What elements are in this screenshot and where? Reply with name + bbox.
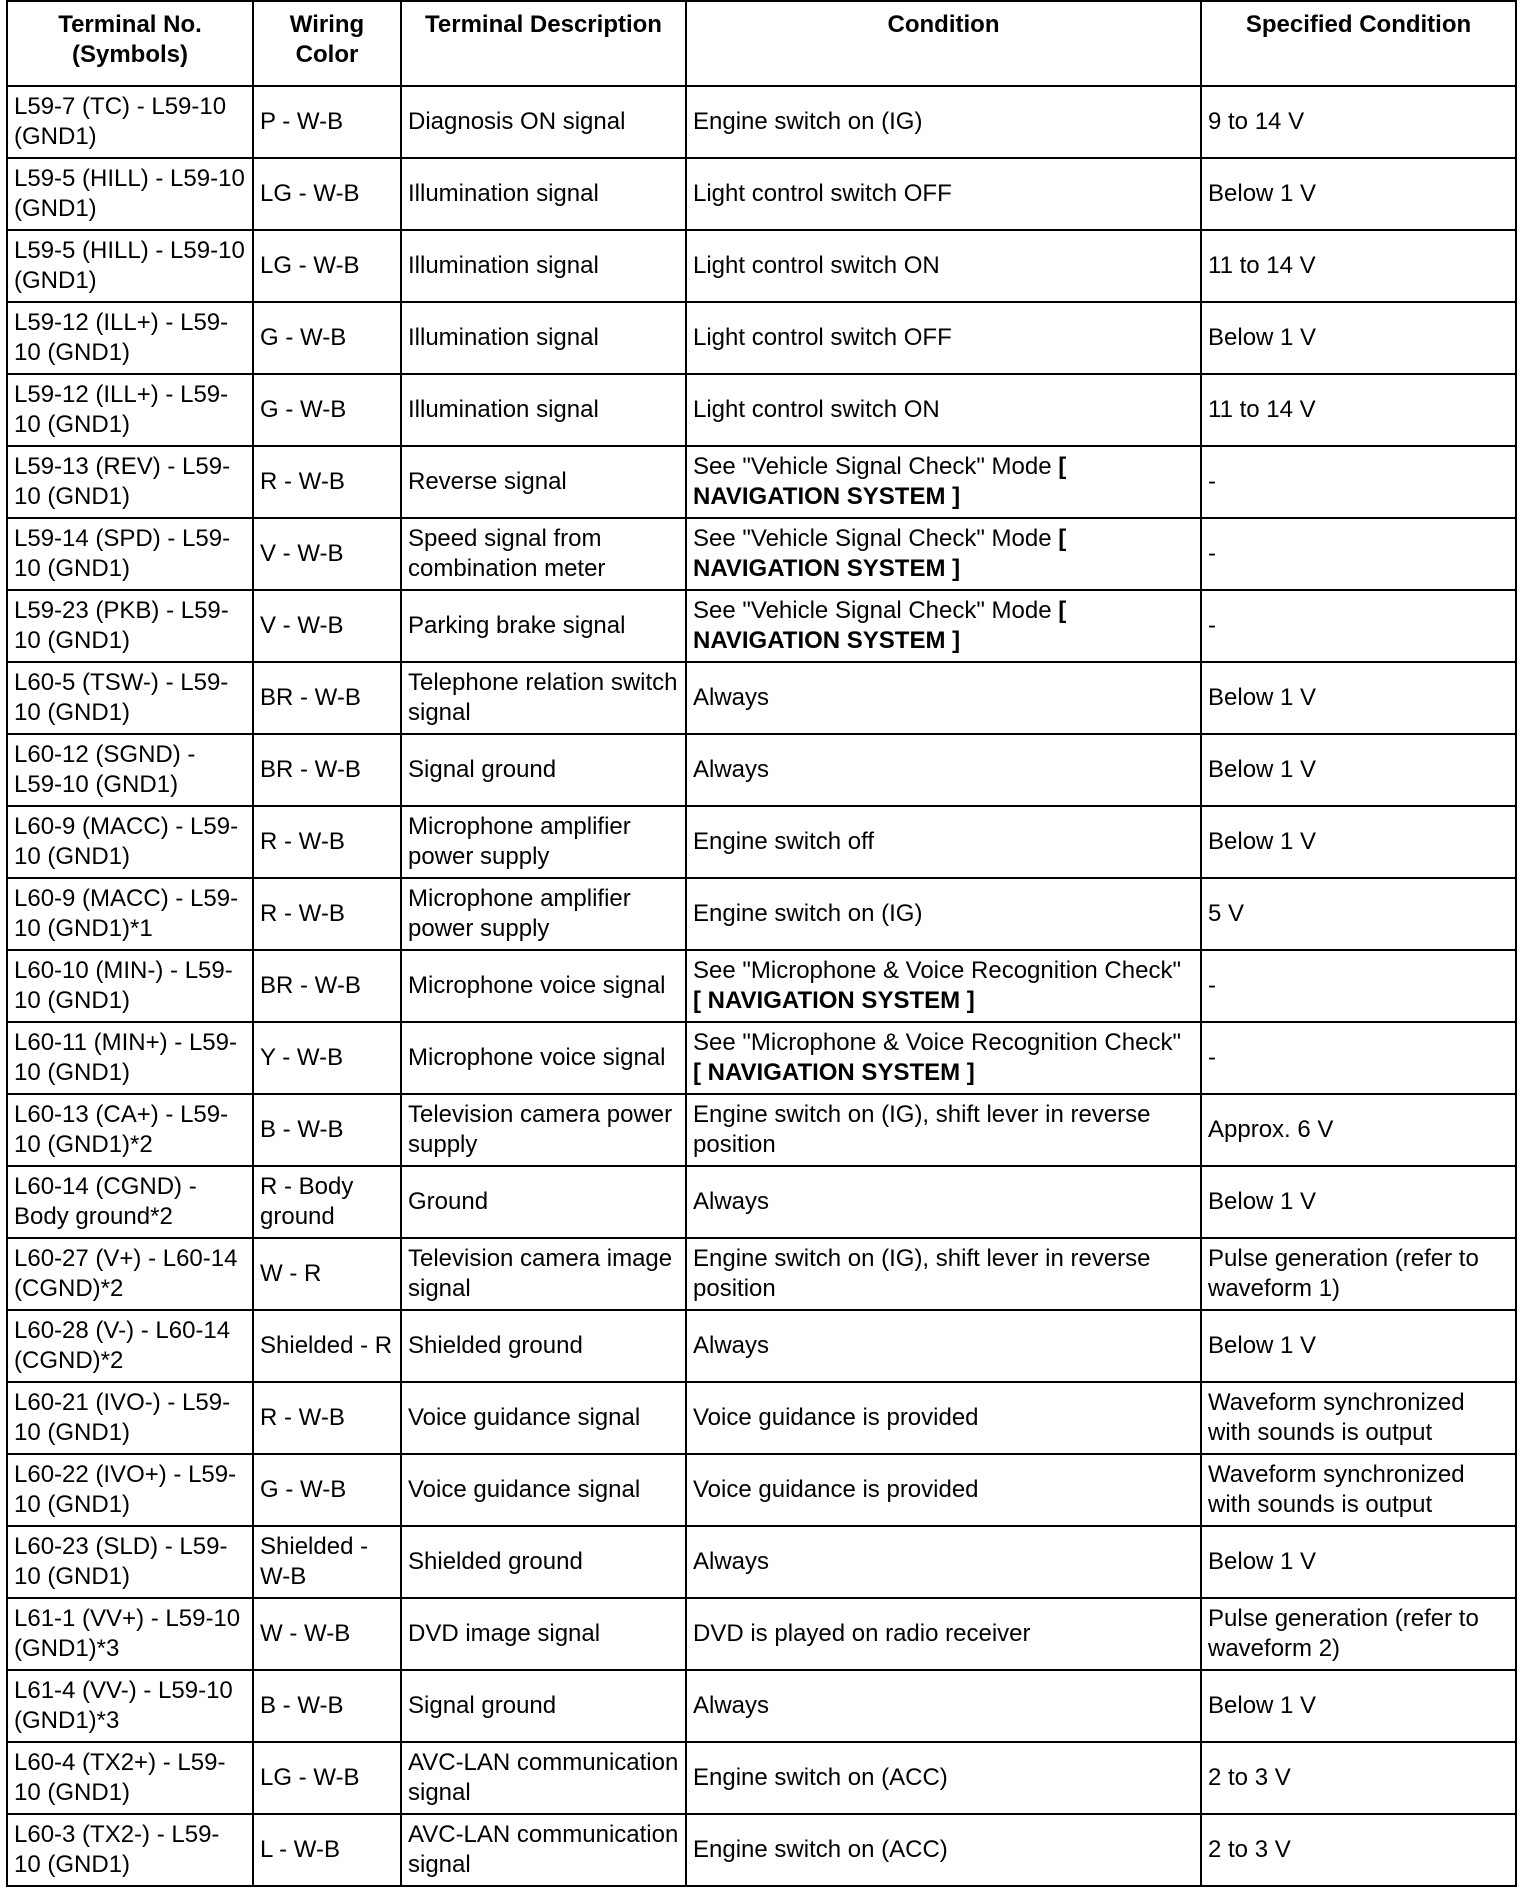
condition-cell <box>686 1094 1201 1166</box>
description-cell: DVD image signal <box>401 1598 686 1670</box>
wiring-cell: P - W-B <box>253 86 401 158</box>
condition-cell <box>686 302 1201 374</box>
specified-cell: Pulse generation (refer to waveform 2) <box>1201 1598 1516 1670</box>
wiring-cell: R - Body ground <box>253 1166 401 1238</box>
navigation-system-link[interactable]: [ NAVIGATION SYSTEM ] <box>693 1059 975 1086</box>
specified-cell: Below 1 V <box>1201 302 1516 374</box>
description-cell: Voice guidance signal <box>401 1382 686 1454</box>
table-row <box>7 1166 1516 1238</box>
header-condition: Condition <box>686 1 1201 86</box>
condition-text: Always <box>693 1692 770 1719</box>
wiring-cell: B - W-B <box>253 1094 401 1166</box>
condition-cell <box>686 374 1201 446</box>
table-header <box>7 1 1516 86</box>
terminal-cell: L59-13 (REV) - L59-10 (GND1) <box>7 446 253 518</box>
wiring-cell: R - W-B <box>253 806 401 878</box>
header-terminal: Terminal No. (Symbols) <box>7 1 253 86</box>
table-row <box>7 1238 1516 1310</box>
condition-text: Engine switch on (IG) <box>693 108 923 135</box>
condition-text: Always <box>693 1332 770 1359</box>
condition-text: Light control switch ON <box>693 252 940 279</box>
description-cell: AVC-LAN communication signal <box>401 1814 686 1886</box>
description-cell: AVC-LAN communication signal <box>401 1742 686 1814</box>
table-row <box>7 734 1516 806</box>
navigation-system-link[interactable]: [ NAVIGATION SYSTEM ] <box>693 987 975 1014</box>
condition-cell <box>686 1454 1201 1526</box>
specified-cell: Below 1 V <box>1201 158 1516 230</box>
table-row <box>7 1382 1516 1454</box>
terminal-cell: L60-14 (CGND) - Body ground*2 <box>7 1166 253 1238</box>
terminal-cell: L59-7 (TC) - L59-10 (GND1) <box>7 86 253 158</box>
specified-cell: 2 to 3 V <box>1201 1814 1516 1886</box>
terminal-cell: L59-23 (PKB) - L59-10 (GND1) <box>7 590 253 662</box>
table-row <box>7 590 1516 662</box>
condition-cell <box>686 590 1201 662</box>
wiring-cell: BR - W-B <box>253 950 401 1022</box>
table-row <box>7 158 1516 230</box>
wiring-cell: B - W-B <box>253 1670 401 1742</box>
wiring-cell: R - W-B <box>253 446 401 518</box>
navigation-system-link[interactable]: [ NAVIGATION SYSTEM ] <box>693 525 1067 582</box>
terminal-cell: L60-10 (MIN-) - L59-10 (GND1) <box>7 950 253 1022</box>
table-row <box>7 1094 1516 1166</box>
table-row <box>7 1598 1516 1670</box>
description-cell: Reverse signal <box>401 446 686 518</box>
condition-text: See "Vehicle Signal Check" Mode <box>693 597 1059 624</box>
description-cell: Telephone relation switch signal <box>401 662 686 734</box>
condition-text: See "Microphone & Voice Recognition Check" <box>693 1029 1181 1056</box>
specified-cell: Below 1 V <box>1201 734 1516 806</box>
specified-cell: - <box>1201 950 1516 1022</box>
specified-cell: - <box>1201 518 1516 590</box>
condition-text: Voice guidance is provided <box>693 1476 979 1503</box>
header-specified: Specified Condition <box>1201 1 1516 86</box>
wiring-cell: G - W-B <box>253 374 401 446</box>
specified-cell: 11 to 14 V <box>1201 230 1516 302</box>
terminal-cell: L60-22 (IVO+) - L59-10 (GND1) <box>7 1454 253 1526</box>
specified-cell: Pulse generation (refer to waveform 1) <box>1201 1238 1516 1310</box>
description-cell: Microphone amplifier power supply <box>401 878 686 950</box>
wiring-cell: V - W-B <box>253 590 401 662</box>
description-cell: Signal ground <box>401 734 686 806</box>
condition-cell <box>686 158 1201 230</box>
condition-cell <box>686 230 1201 302</box>
terminal-cell: L60-12 (SGND) - L59-10 (GND1) <box>7 734 253 806</box>
table-row <box>7 446 1516 518</box>
table-row <box>7 302 1516 374</box>
terminal-cell: L60-23 (SLD) - L59-10 (GND1) <box>7 1526 253 1598</box>
terminal-cell: L59-12 (ILL+) - L59-10 (GND1) <box>7 374 253 446</box>
terminal-cell: L60-9 (MACC) - L59-10 (GND1) <box>7 806 253 878</box>
wiring-cell: V - W-B <box>253 518 401 590</box>
wiring-cell: LG - W-B <box>253 230 401 302</box>
table-row <box>7 230 1516 302</box>
description-cell: Illumination signal <box>401 302 686 374</box>
condition-cell <box>686 1742 1201 1814</box>
terminal-table-container <box>6 0 1515 1887</box>
specified-cell: Below 1 V <box>1201 1310 1516 1382</box>
header-wiring: Wiring Color <box>253 1 401 86</box>
condition-cell <box>686 86 1201 158</box>
wiring-cell: R - W-B <box>253 1382 401 1454</box>
condition-text: Engine switch on (IG), shift lever in reverse position <box>693 1101 1151 1158</box>
wiring-cell: BR - W-B <box>253 662 401 734</box>
condition-text: Voice guidance is provided <box>693 1404 979 1431</box>
condition-text: DVD is played on radio receiver <box>693 1620 1031 1647</box>
terminal-cell: L60-3 (TX2-) - L59-10 (GND1) <box>7 1814 253 1886</box>
condition-text: Light control switch OFF <box>693 180 952 207</box>
description-cell: Illumination signal <box>401 230 686 302</box>
terminal-cell: L60-9 (MACC) - L59-10 (GND1)*1 <box>7 878 253 950</box>
wiring-cell: Shielded - W-B <box>253 1526 401 1598</box>
specified-cell: - <box>1201 590 1516 662</box>
specified-cell: 9 to 14 V <box>1201 86 1516 158</box>
condition-text: Engine switch on (ACC) <box>693 1836 948 1863</box>
condition-cell <box>686 1598 1201 1670</box>
terminal-cell: L61-1 (VV+) - L59-10 (GND1)*3 <box>7 1598 253 1670</box>
terminal-cell: L59-5 (HILL) - L59-10 (GND1) <box>7 230 253 302</box>
condition-cell <box>686 446 1201 518</box>
table-row <box>7 1454 1516 1526</box>
specified-cell: Below 1 V <box>1201 662 1516 734</box>
condition-cell <box>686 1238 1201 1310</box>
wiring-cell: LG - W-B <box>253 1742 401 1814</box>
terminal-cell: L60-27 (V+) - L60-14 (CGND)*2 <box>7 1238 253 1310</box>
table-row <box>7 86 1516 158</box>
condition-text: Engine switch off <box>693 828 874 855</box>
condition-cell <box>686 1382 1201 1454</box>
table-row <box>7 1742 1516 1814</box>
wiring-cell: G - W-B <box>253 302 401 374</box>
condition-cell <box>686 734 1201 806</box>
terminal-cell: L59-5 (HILL) - L59-10 (GND1) <box>7 158 253 230</box>
condition-text: Engine switch on (IG), shift lever in reverse position <box>693 1245 1151 1302</box>
terminal-cell: L60-28 (V-) - L60-14 (CGND)*2 <box>7 1310 253 1382</box>
wiring-cell: Shielded - R <box>253 1310 401 1382</box>
condition-text: Always <box>693 684 770 711</box>
terminal-cell: L60-21 (IVO-) - L59-10 (GND1) <box>7 1382 253 1454</box>
condition-cell <box>686 806 1201 878</box>
specified-cell: - <box>1201 1022 1516 1094</box>
condition-cell <box>686 1310 1201 1382</box>
table-row <box>7 1310 1516 1382</box>
condition-text: Light control switch ON <box>693 396 940 423</box>
specified-cell: - <box>1201 446 1516 518</box>
description-cell: Shielded ground <box>401 1526 686 1598</box>
table-row <box>7 878 1516 950</box>
description-cell: Diagnosis ON signal <box>401 86 686 158</box>
condition-cell <box>686 518 1201 590</box>
specified-cell: Waveform synchronized with sounds is output <box>1201 1454 1516 1526</box>
condition-text: Light control switch OFF <box>693 324 952 351</box>
condition-text: Always <box>693 1548 770 1575</box>
wiring-cell: BR - W-B <box>253 734 401 806</box>
terminal-table <box>6 0 1517 1887</box>
wiring-cell: L - W-B <box>253 1814 401 1886</box>
terminal-cell: L60-4 (TX2+) - L59-10 (GND1) <box>7 1742 253 1814</box>
table-row <box>7 1814 1516 1886</box>
table-body <box>7 86 1516 1886</box>
specified-cell: Below 1 V <box>1201 1166 1516 1238</box>
condition-cell <box>686 662 1201 734</box>
header-description: Terminal Description <box>401 1 686 86</box>
terminal-cell: L60-11 (MIN+) - L59-10 (GND1) <box>7 1022 253 1094</box>
table-row <box>7 518 1516 590</box>
condition-text: See "Vehicle Signal Check" Mode <box>693 525 1059 552</box>
description-cell: Voice guidance signal <box>401 1454 686 1526</box>
description-cell: Television camera image signal <box>401 1238 686 1310</box>
specified-cell: 5 V <box>1201 878 1516 950</box>
condition-text: See "Microphone & Voice Recognition Check" <box>693 957 1181 984</box>
table-row <box>7 662 1516 734</box>
specified-cell: 11 to 14 V <box>1201 374 1516 446</box>
condition-cell <box>686 1670 1201 1742</box>
table-row <box>7 1670 1516 1742</box>
condition-cell <box>686 1022 1201 1094</box>
table-row <box>7 374 1516 446</box>
description-cell: Illumination signal <box>401 374 686 446</box>
table-row <box>7 1022 1516 1094</box>
description-cell: Microphone voice signal <box>401 950 686 1022</box>
wiring-cell: LG - W-B <box>253 158 401 230</box>
specified-cell: 2 to 3 V <box>1201 1742 1516 1814</box>
description-cell: Microphone amplifier power supply <box>401 806 686 878</box>
terminal-cell: L59-12 (ILL+) - L59-10 (GND1) <box>7 302 253 374</box>
description-cell: Microphone voice signal <box>401 1022 686 1094</box>
specified-cell: Waveform synchronized with sounds is output <box>1201 1382 1516 1454</box>
description-cell: Shielded ground <box>401 1310 686 1382</box>
condition-text: See "Vehicle Signal Check" Mode <box>693 453 1059 480</box>
table-row <box>7 950 1516 1022</box>
table-row <box>7 806 1516 878</box>
specified-cell: Approx. 6 V <box>1201 1094 1516 1166</box>
condition-text: Engine switch on (IG) <box>693 900 923 927</box>
condition-cell <box>686 1526 1201 1598</box>
condition-cell <box>686 1814 1201 1886</box>
terminal-cell: L60-13 (CA+) - L59-10 (GND1)*2 <box>7 1094 253 1166</box>
wiring-cell: R - W-B <box>253 878 401 950</box>
terminal-cell: L61-4 (VV-) - L59-10 (GND1)*3 <box>7 1670 253 1742</box>
description-cell: Illumination signal <box>401 158 686 230</box>
condition-text: Always <box>693 1188 770 1215</box>
description-cell: Speed signal from combination meter <box>401 518 686 590</box>
description-cell: Television camera power supply <box>401 1094 686 1166</box>
wiring-cell: Y - W-B <box>253 1022 401 1094</box>
description-cell: Signal ground <box>401 1670 686 1742</box>
header-row <box>7 1 1516 86</box>
description-cell: Ground <box>401 1166 686 1238</box>
wiring-cell: W - W-B <box>253 1598 401 1670</box>
condition-cell <box>686 950 1201 1022</box>
specified-cell: Below 1 V <box>1201 1670 1516 1742</box>
navigation-system-link[interactable]: [ NAVIGATION SYSTEM ] <box>693 597 1067 654</box>
condition-cell <box>686 878 1201 950</box>
specified-cell: Below 1 V <box>1201 1526 1516 1598</box>
specified-cell: Below 1 V <box>1201 806 1516 878</box>
navigation-system-link[interactable]: [ NAVIGATION SYSTEM ] <box>693 453 1067 510</box>
wiring-cell: G - W-B <box>253 1454 401 1526</box>
description-cell: Parking brake signal <box>401 590 686 662</box>
table-row <box>7 1526 1516 1598</box>
terminal-cell: L59-14 (SPD) - L59-10 (GND1) <box>7 518 253 590</box>
terminal-cell: L60-5 (TSW-) - L59-10 (GND1) <box>7 662 253 734</box>
wiring-cell: W - R <box>253 1238 401 1310</box>
condition-text: Always <box>693 756 770 783</box>
condition-text: Engine switch on (ACC) <box>693 1764 948 1791</box>
condition-cell <box>686 1166 1201 1238</box>
